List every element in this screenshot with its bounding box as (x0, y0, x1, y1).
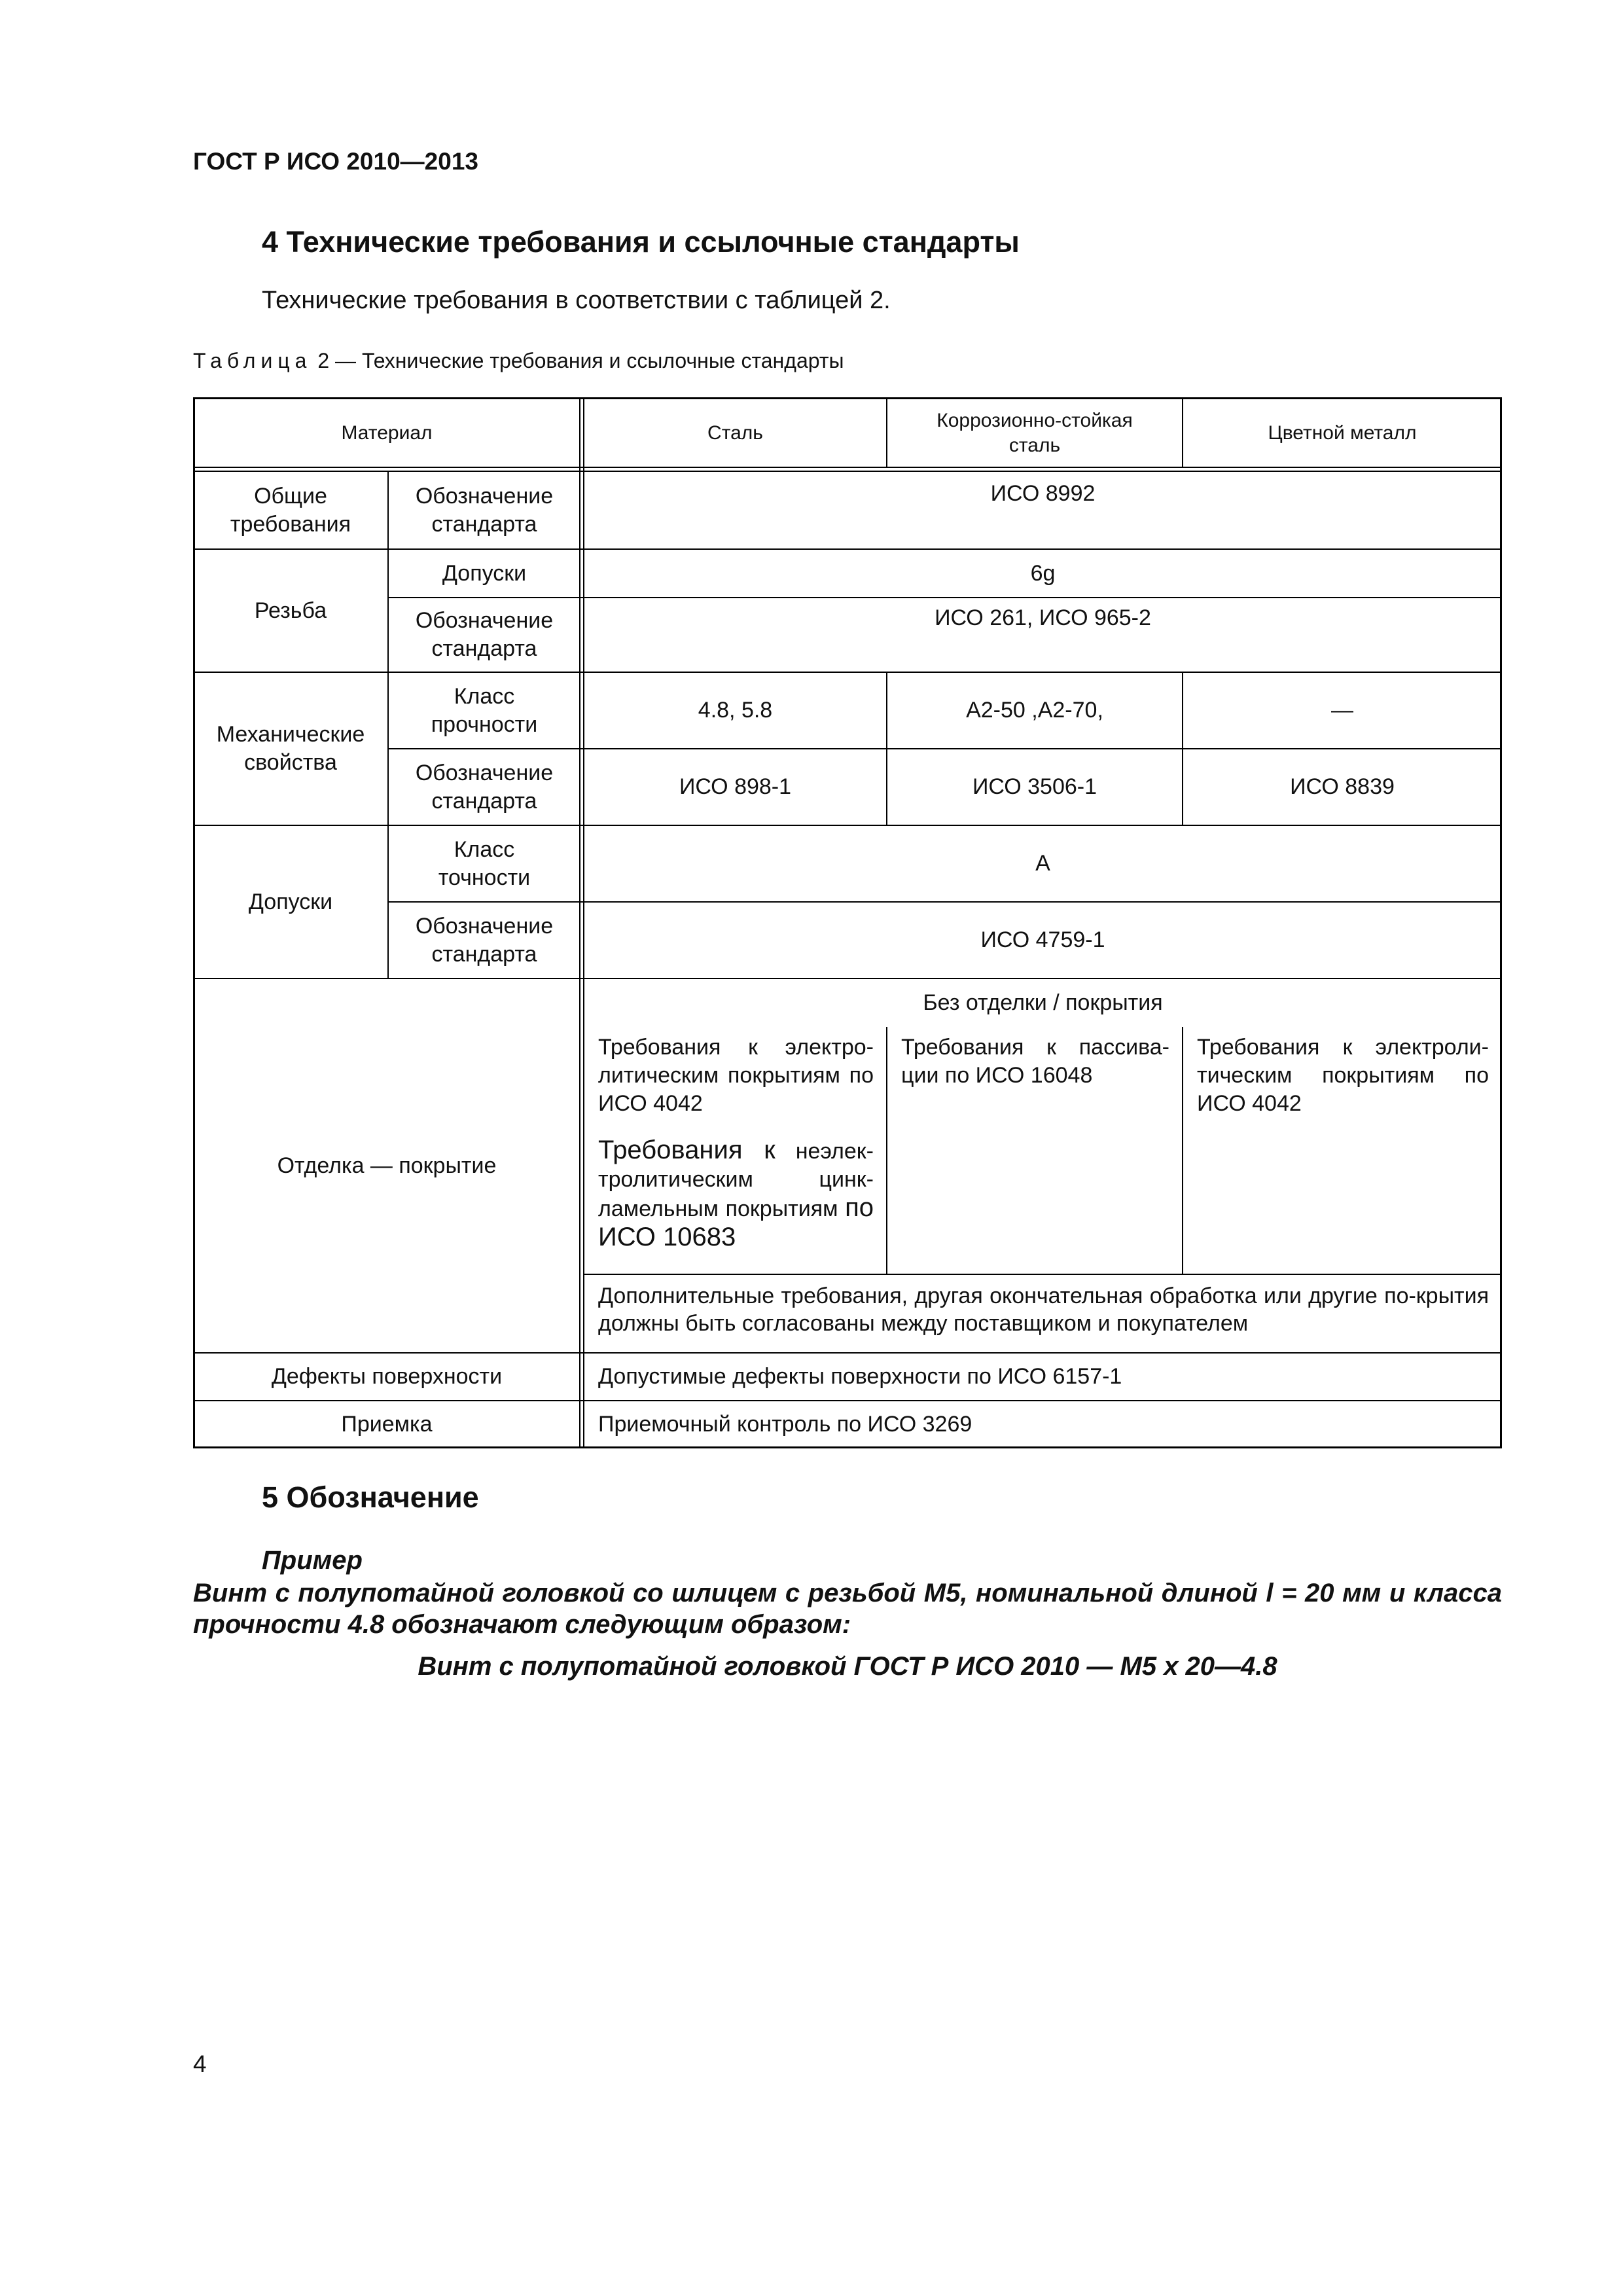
finish-steel-requirements (584, 1027, 887, 1274)
finish-stainless-requirements: Требования к пассива-ции по ИСО 16048 (901, 1035, 1169, 1088)
row-line-tol-mid (387, 901, 1502, 903)
thread-tolerance-value: 6g (1030, 560, 1056, 586)
row-line-tol (193, 978, 1502, 979)
tolerances-standard-label: Обозначение стандарта (415, 913, 554, 967)
stainless-nonferrous-divider-finish (1182, 1027, 1183, 1274)
table-border-left (193, 397, 195, 1448)
row-line-thread (193, 672, 1502, 673)
section-4-title: 4 Технические требования и ссылочные стандарты (262, 225, 1020, 259)
mechanical-standard-label: Обозначение стандарта (415, 760, 554, 814)
table-border-bottom (193, 1446, 1502, 1448)
header-material: Материал (341, 422, 433, 444)
thread-group: Резьба (254, 598, 327, 623)
designation-example: Винт с полупотайной головкой ГОСТ Р ИСО 2010 — М5 x 20—4.8 (418, 1652, 1277, 1681)
table-caption (193, 349, 844, 373)
header-divider-2 (193, 471, 1502, 472)
thread-tolerance-label: Допуски (442, 560, 527, 586)
thread-standard-value: ИСО 261, ИСО 965-2 (935, 605, 1151, 630)
header-divider-1 (193, 467, 1502, 468)
stainless-nonferrous-divider-header (1182, 397, 1183, 467)
finish-additional-requirements: Дополнительные требования, другая окончательная обработка или другие по-крытия должны быть согласованы между поставщиком и покупателем (598, 1283, 1489, 1336)
header-nonferrous-metal: Цветной металл (1268, 422, 1417, 444)
strength-class-nonferrous: — (1331, 698, 1353, 723)
column-divider-1 (579, 397, 580, 1448)
header-steel: Сталь (707, 422, 763, 444)
table-caption-prefix: Таблица (193, 349, 312, 372)
row-line-finish-extra (584, 1274, 1502, 1275)
example-text: Винт с полупотайной головкой со шлицем с резьбой М5, номинальной длиной l = 20 мм и класса прочности 4.8 обозначают следующим образом: (193, 1579, 1502, 1639)
strength-class-steel: 4.8, 5.8 (698, 698, 773, 723)
strength-class-label: Класс прочности (431, 683, 538, 737)
finish-steel-zinc-flake-c: по ИСО 10683 (598, 1193, 874, 1251)
mechanical-standard-nonferrous: ИСО 8839 (1290, 774, 1395, 799)
general-standard-label: Обозначение стандарта (415, 484, 554, 537)
acceptance-label: Приемка (341, 1412, 433, 1437)
section-5-title: 5 Обозначение (262, 1480, 479, 1514)
accuracy-class-label: Класс точности (438, 836, 531, 890)
tolerances-standard-value: ИСО 4759-1 (980, 927, 1105, 952)
row-line-finish (193, 1352, 1502, 1354)
row-line-thread-mid (387, 597, 1502, 598)
column-divider-2 (583, 397, 584, 1448)
general-requirements-group: Общие требования (230, 484, 351, 537)
finish-steel-electrolytic: Требования к электро-литическим покрытиям по ИСО 4042 (598, 1035, 874, 1116)
mechanical-standard-stainless: ИСО 3506-1 (972, 774, 1097, 799)
strength-class-stainless: A2-50 ,A2-70, (966, 698, 1103, 723)
page-number: 4 (193, 2051, 207, 2077)
finish-coating-group: Отделка — покрытие (277, 1153, 497, 1178)
mechanical-standard-steel: ИСО 898-1 (679, 774, 792, 799)
general-standard-value: ИСО 8992 (990, 481, 1096, 506)
header-stainless-steel: Коррозионно-стойкая сталь (936, 410, 1133, 456)
table-caption-text: 2 — Технические требования и ссылочные стандарты (312, 349, 844, 372)
finish-steel-zinc-flake (598, 1136, 874, 1253)
example-label: Пример (262, 1546, 363, 1575)
tolerances-group: Допуски (248, 889, 333, 914)
section-4-intro: Технические требования в соответствии с таблицей 2. (262, 287, 891, 314)
finish-nonferrous-requirements: Требования к электроли-тическим покрытиям по ИСО 4042 (1197, 1035, 1489, 1116)
table-border-top (193, 397, 1502, 399)
requirements-table (193, 397, 1502, 1448)
row-line-defects (193, 1400, 1502, 1401)
table-border-right (1500, 397, 1502, 1448)
finish-steel-zinc-flake-b: неэлек-тролитическим цинк-ламельным покрытиям (598, 1139, 874, 1221)
steel-stainless-divider-finish (886, 1027, 887, 1274)
row-line-general (193, 548, 1502, 550)
thread-standard-label: Обозначение стандарта (415, 608, 554, 661)
acceptance-value: Приемочный контроль по ИСО 3269 (598, 1412, 972, 1437)
row-line-mech (193, 825, 1502, 826)
steel-stainless-divider-header (886, 397, 887, 467)
mechanical-properties-group: Механические свойства (216, 722, 365, 775)
document-id-header: ГОСТ Р ИСО 2010—2013 (193, 148, 478, 175)
surface-defects-value: Допустимые дефекты поверхности по ИСО 6157-1 (598, 1364, 1122, 1389)
surface-defects-label: Дефекты поверхности (271, 1364, 503, 1389)
row-line-mech-mid (387, 748, 1502, 749)
finish-steel-zinc-flake-a: Требования к (598, 1136, 776, 1164)
finish-plain: Без отделки / покрытия (923, 990, 1163, 1015)
accuracy-class-value: A (1035, 851, 1050, 876)
